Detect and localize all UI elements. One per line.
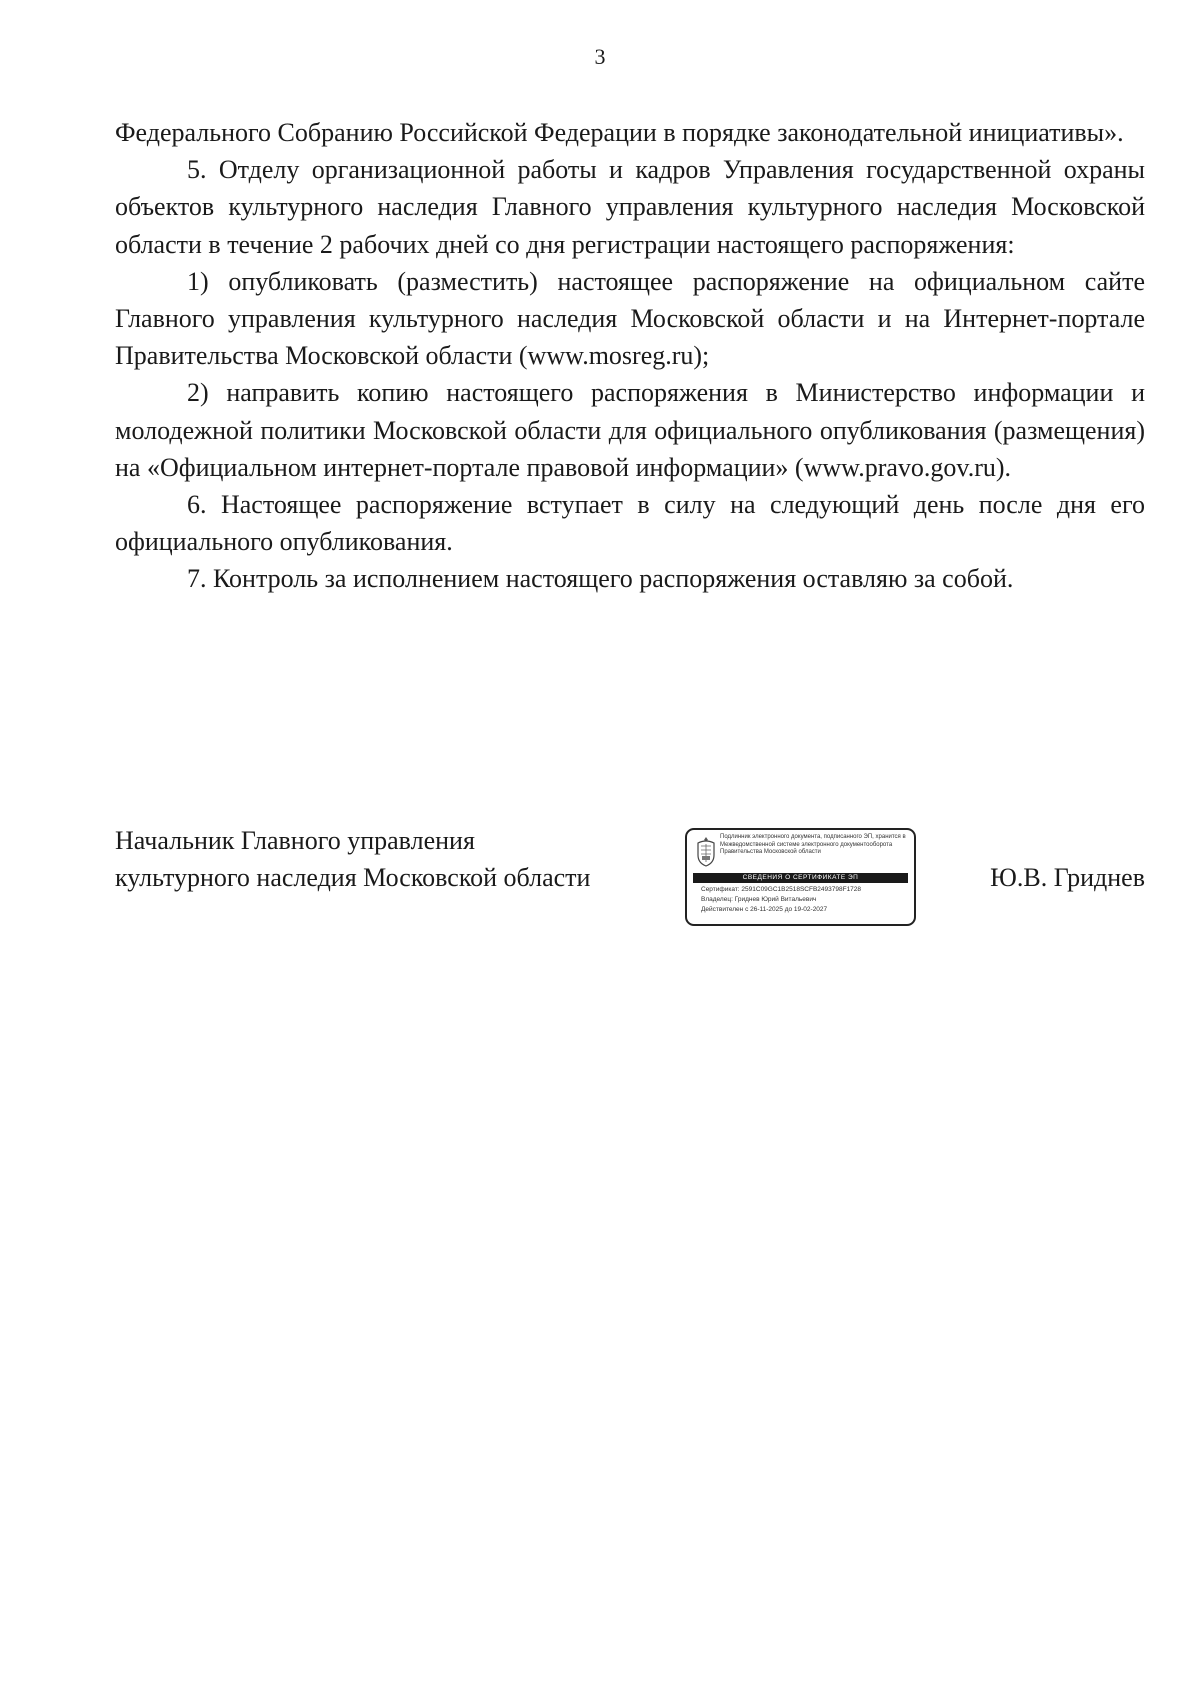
stamp-certificate-validity: Действителен с 26-11-2025 до 19-02-2027: [701, 906, 828, 913]
signer-position-line-2: культурного наследия Московской области: [115, 863, 591, 893]
stamp-notice-text: Подлинник электронного документа, подписанного ЭП, хранится в Межведомственной системе электронного документооборота Правительства Московской области: [720, 834, 906, 855]
paragraph-continuation: Федерального Собранию Российской Федерации в порядке законодательной инициативы».: [115, 118, 1124, 147]
signer-name: Ю.В. Гриднев: [990, 863, 1145, 892]
page-number: 3: [594, 44, 606, 69]
paragraph-subitem-1: 1) опубликовать (разместить) настоящее распоряжение на официальном сайте Главного управления культурного наследия Московской области и на Интернет-портале Правительства Московской области (www.mosreg.ru);: [115, 266, 1145, 371]
electronic-signature-stamp: [685, 828, 916, 926]
signer-position: [115, 822, 590, 896]
signature-block: [115, 822, 1145, 942]
document-body: [115, 114, 1145, 598]
stamp-certificate-owner: Владелец: Гриднев Юрий Витальевич: [701, 896, 817, 903]
stamp-certificate-number: Сертификат: 2591C09GC1B2518SCFB2493798F1728: [701, 886, 862, 893]
paragraph-item-7: 7. Контроль за исполнением настоящего распоряжения оставляю за собой.: [187, 564, 1014, 594]
stamp-header-bar: СВЕДЕНИЯ О СЕРТИФИКАТЕ ЭП: [693, 873, 908, 883]
paragraph-subitem-2: 2) направить копию настоящего распоряжения в Министерство информации и молодежной политики Московской области для официального опубликования (размещения) на «Официальном интернет-портале правовой информации» (www.pravo.gov.ru).: [115, 378, 1145, 482]
coat-of-arms-icon: [695, 835, 717, 869]
paragraph-item-6: 6. Настоящее распоряжение вступает в силу на следующий день после дня его официального опубликования.: [115, 490, 1145, 557]
paragraph-item-5: 5. Отделу организационной работы и кадров Управления государственной охраны объектов культурного наследия Главного управления культурного наследия Московской области в течение 2 рабочих дней со дня регистрации настоящего распоряжения:: [115, 155, 1145, 259]
signer-position-line-1: Начальник Главного управления: [115, 826, 475, 855]
